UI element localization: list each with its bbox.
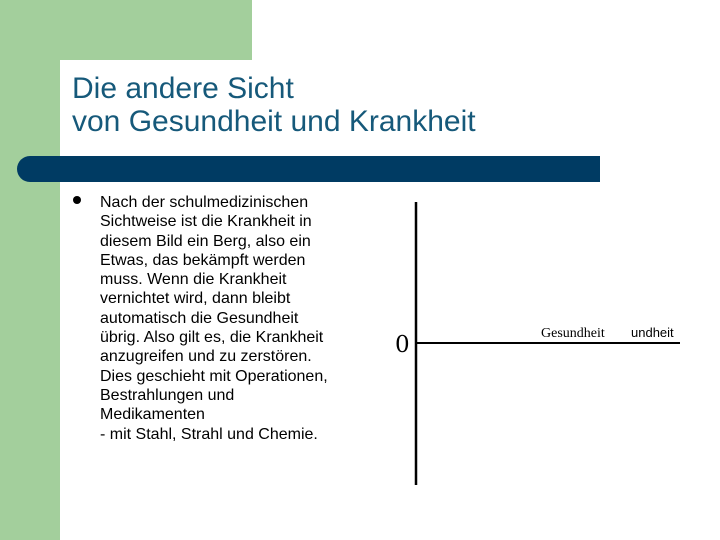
decorative-green-top-band [60,0,252,60]
bullet-text-line: vernichtet wird, dann bleibt [100,290,291,308]
health-axis-diagram [380,195,700,495]
title-divider-bar [17,156,600,182]
bullet-text-line: - mit Stahl, Strahl und Chemie. [100,425,318,443]
bullet-text-line: Etwas, das bekämpft werden [100,251,306,269]
bullet-text-line: muss. Wenn die Krankheit [100,271,287,289]
bullet-text-line: Medikamenten [100,406,205,424]
bullet-text [100,193,370,444]
bullet-text-line: Dies geschieht mit Operationen, [100,367,328,385]
bullet-text-line: Nach der schulmedizinischen [100,194,309,211]
slide-title [72,72,632,138]
bullet-text-line: Bestrahlungen und [100,386,235,404]
axis-label-cut-fragment: undheit [631,325,674,340]
bullet-text-line: übrig. Also gilt es, die Krankheit [100,329,324,347]
bullet-text-line: automatisch die Gesundheit [100,309,299,327]
origin-label: 0 [395,332,410,358]
slide-title-line-2: von Gesundheit und Krankheit [72,105,476,138]
axis-label-gesundheit: Gesundheit [541,326,605,341]
decorative-green-left-band [0,0,60,540]
slide-title-line-1: Die andere Sicht [72,72,294,105]
bullet-text-line: anzugreifen und zu zerstören. [100,348,312,366]
bullet-text-line: diesem Bild ein Berg, also ein [100,232,311,250]
bullet-text-line: Sichtweise ist die Krankheit in [100,213,312,231]
bullet-dot-icon [73,196,81,204]
